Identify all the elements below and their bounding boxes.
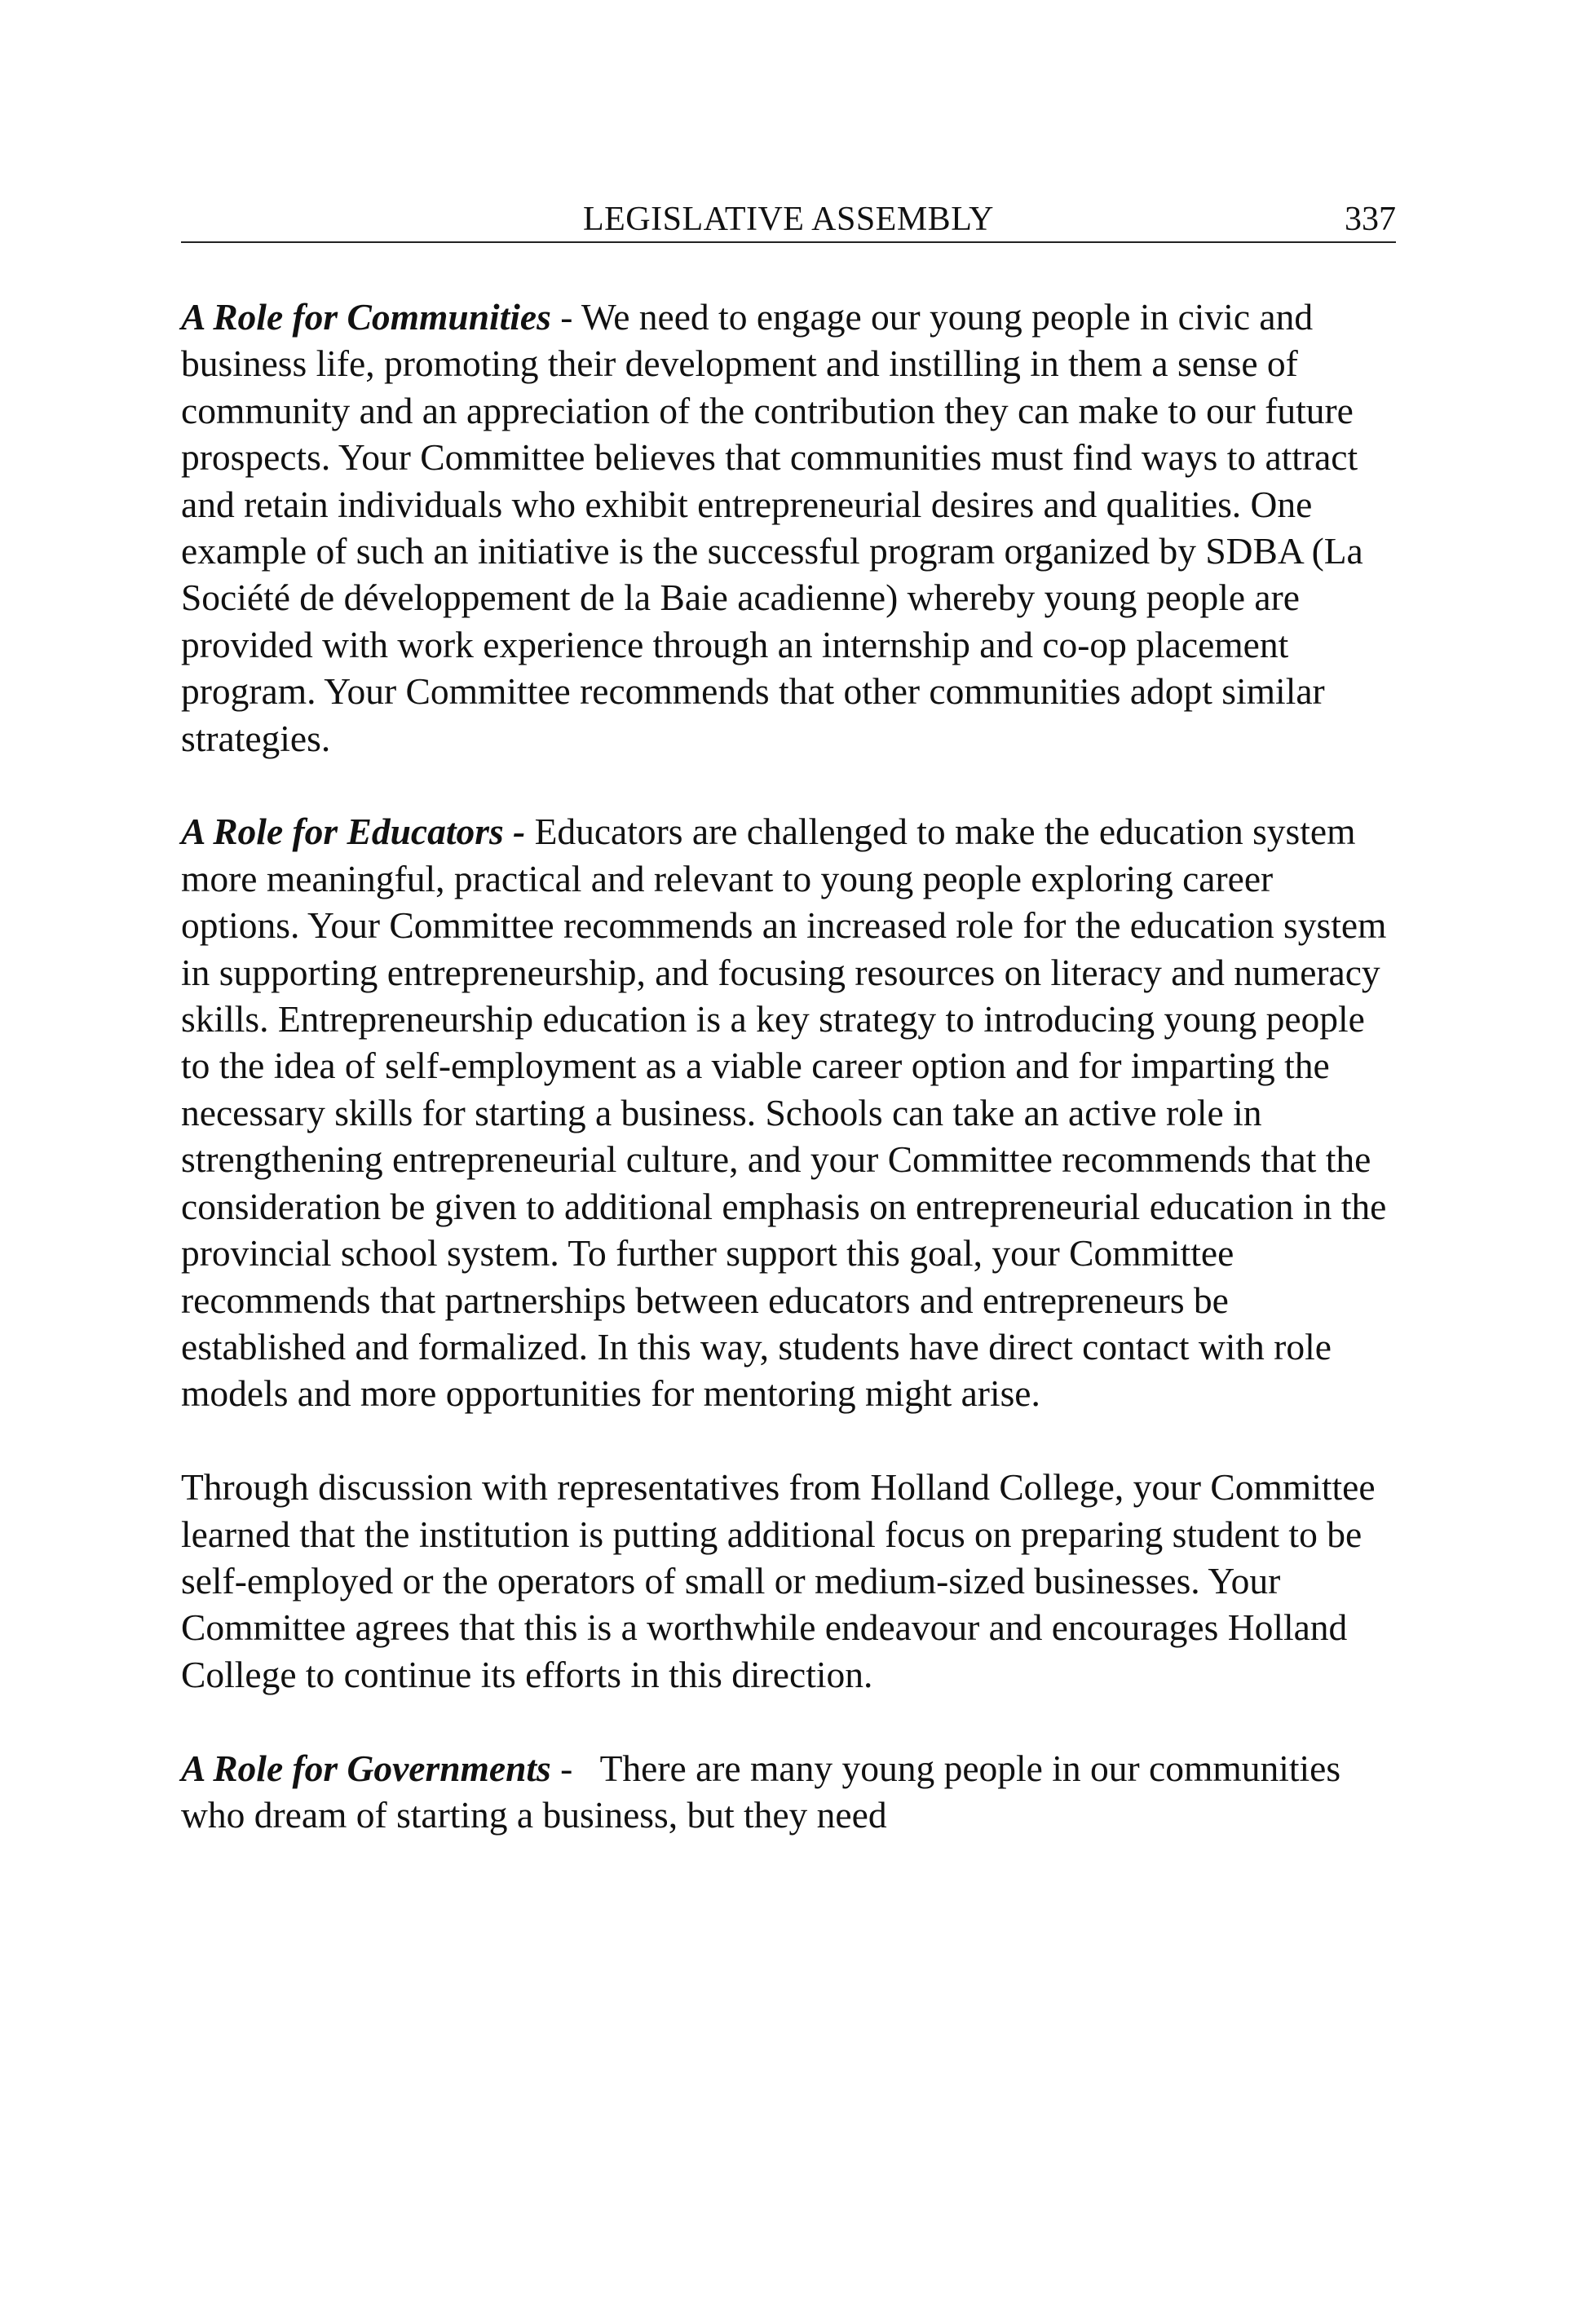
paragraph-text: Through discussion with representatives from Holland College, your Committee learned that the institution is putting additional focus on preparing student to be self-employed or the operators of small or medium-sized businesses. Your Committee agrees that this is a worthwhile endeavour and encourages Holland College to continue its efforts in this direction.	[181, 1466, 1376, 1695]
heading-separator: -	[550, 296, 581, 338]
paragraph-text: There are many young people in our communities who dream of starting a business, but they need	[181, 1747, 1341, 1836]
heading-separator	[525, 811, 534, 852]
paragraph-heading: A Role for Governments	[181, 1747, 551, 1789]
paragraph-heading: A Role for Communities	[181, 296, 551, 338]
heading-separator: -	[550, 1747, 600, 1789]
paragraph-text: We need to engage our young people in civic and business life, promoting their development and instilling in them a sense of community and an appreciation of the contribution they can make to our future prospects. Your Committee believes that communities must find ways to attract and retain individuals who exhibit entrepreneurial desires and qualities. One example of such an initiative is the successful program organized by SDBA (La Société de développement de la Baie acadienne) whereby young people are provided with work experience through an internship and co-op placement program. Your Committee recommends that other communities adopt similar strategies.	[181, 296, 1363, 759]
paragraph-governments	[181, 1745, 1396, 1839]
paragraph-communities	[181, 294, 1396, 762]
page-number: 337	[1345, 201, 1396, 238]
header-title: LEGISLATIVE ASSEMBLY	[583, 201, 994, 238]
body-text	[181, 294, 1396, 1885]
running-header	[181, 199, 1396, 243]
paragraph-heading: A Role for Educators -	[181, 811, 526, 853]
paragraph-text: Educators are challenged to make the education system more meaningful, practical and relevant to young people exploring career options. Your Committee recommends an increased role for the education system in supporting entrepreneurship, and focusing resources on literacy and numeracy skills. Entrepreneurship education is a key strategy to introducing young people to the idea of self-employment as a viable career option and for imparting the necessary skills for starting a business. Schools can take an active role in strengthening entrepreneurial culture, and your Committee recommends that the consideration be given to additional emphasis on entrepreneurial education in the provincial school system. To further support this goal, your Committee recommends that partnerships between educators and entrepreneurs be established and formalized. In this way, students have direct contact with role models and more opportunities for mentoring might arise.	[181, 811, 1387, 1415]
paragraph-educators	[181, 808, 1396, 1416]
paragraph-holland-college	[181, 1464, 1396, 1698]
